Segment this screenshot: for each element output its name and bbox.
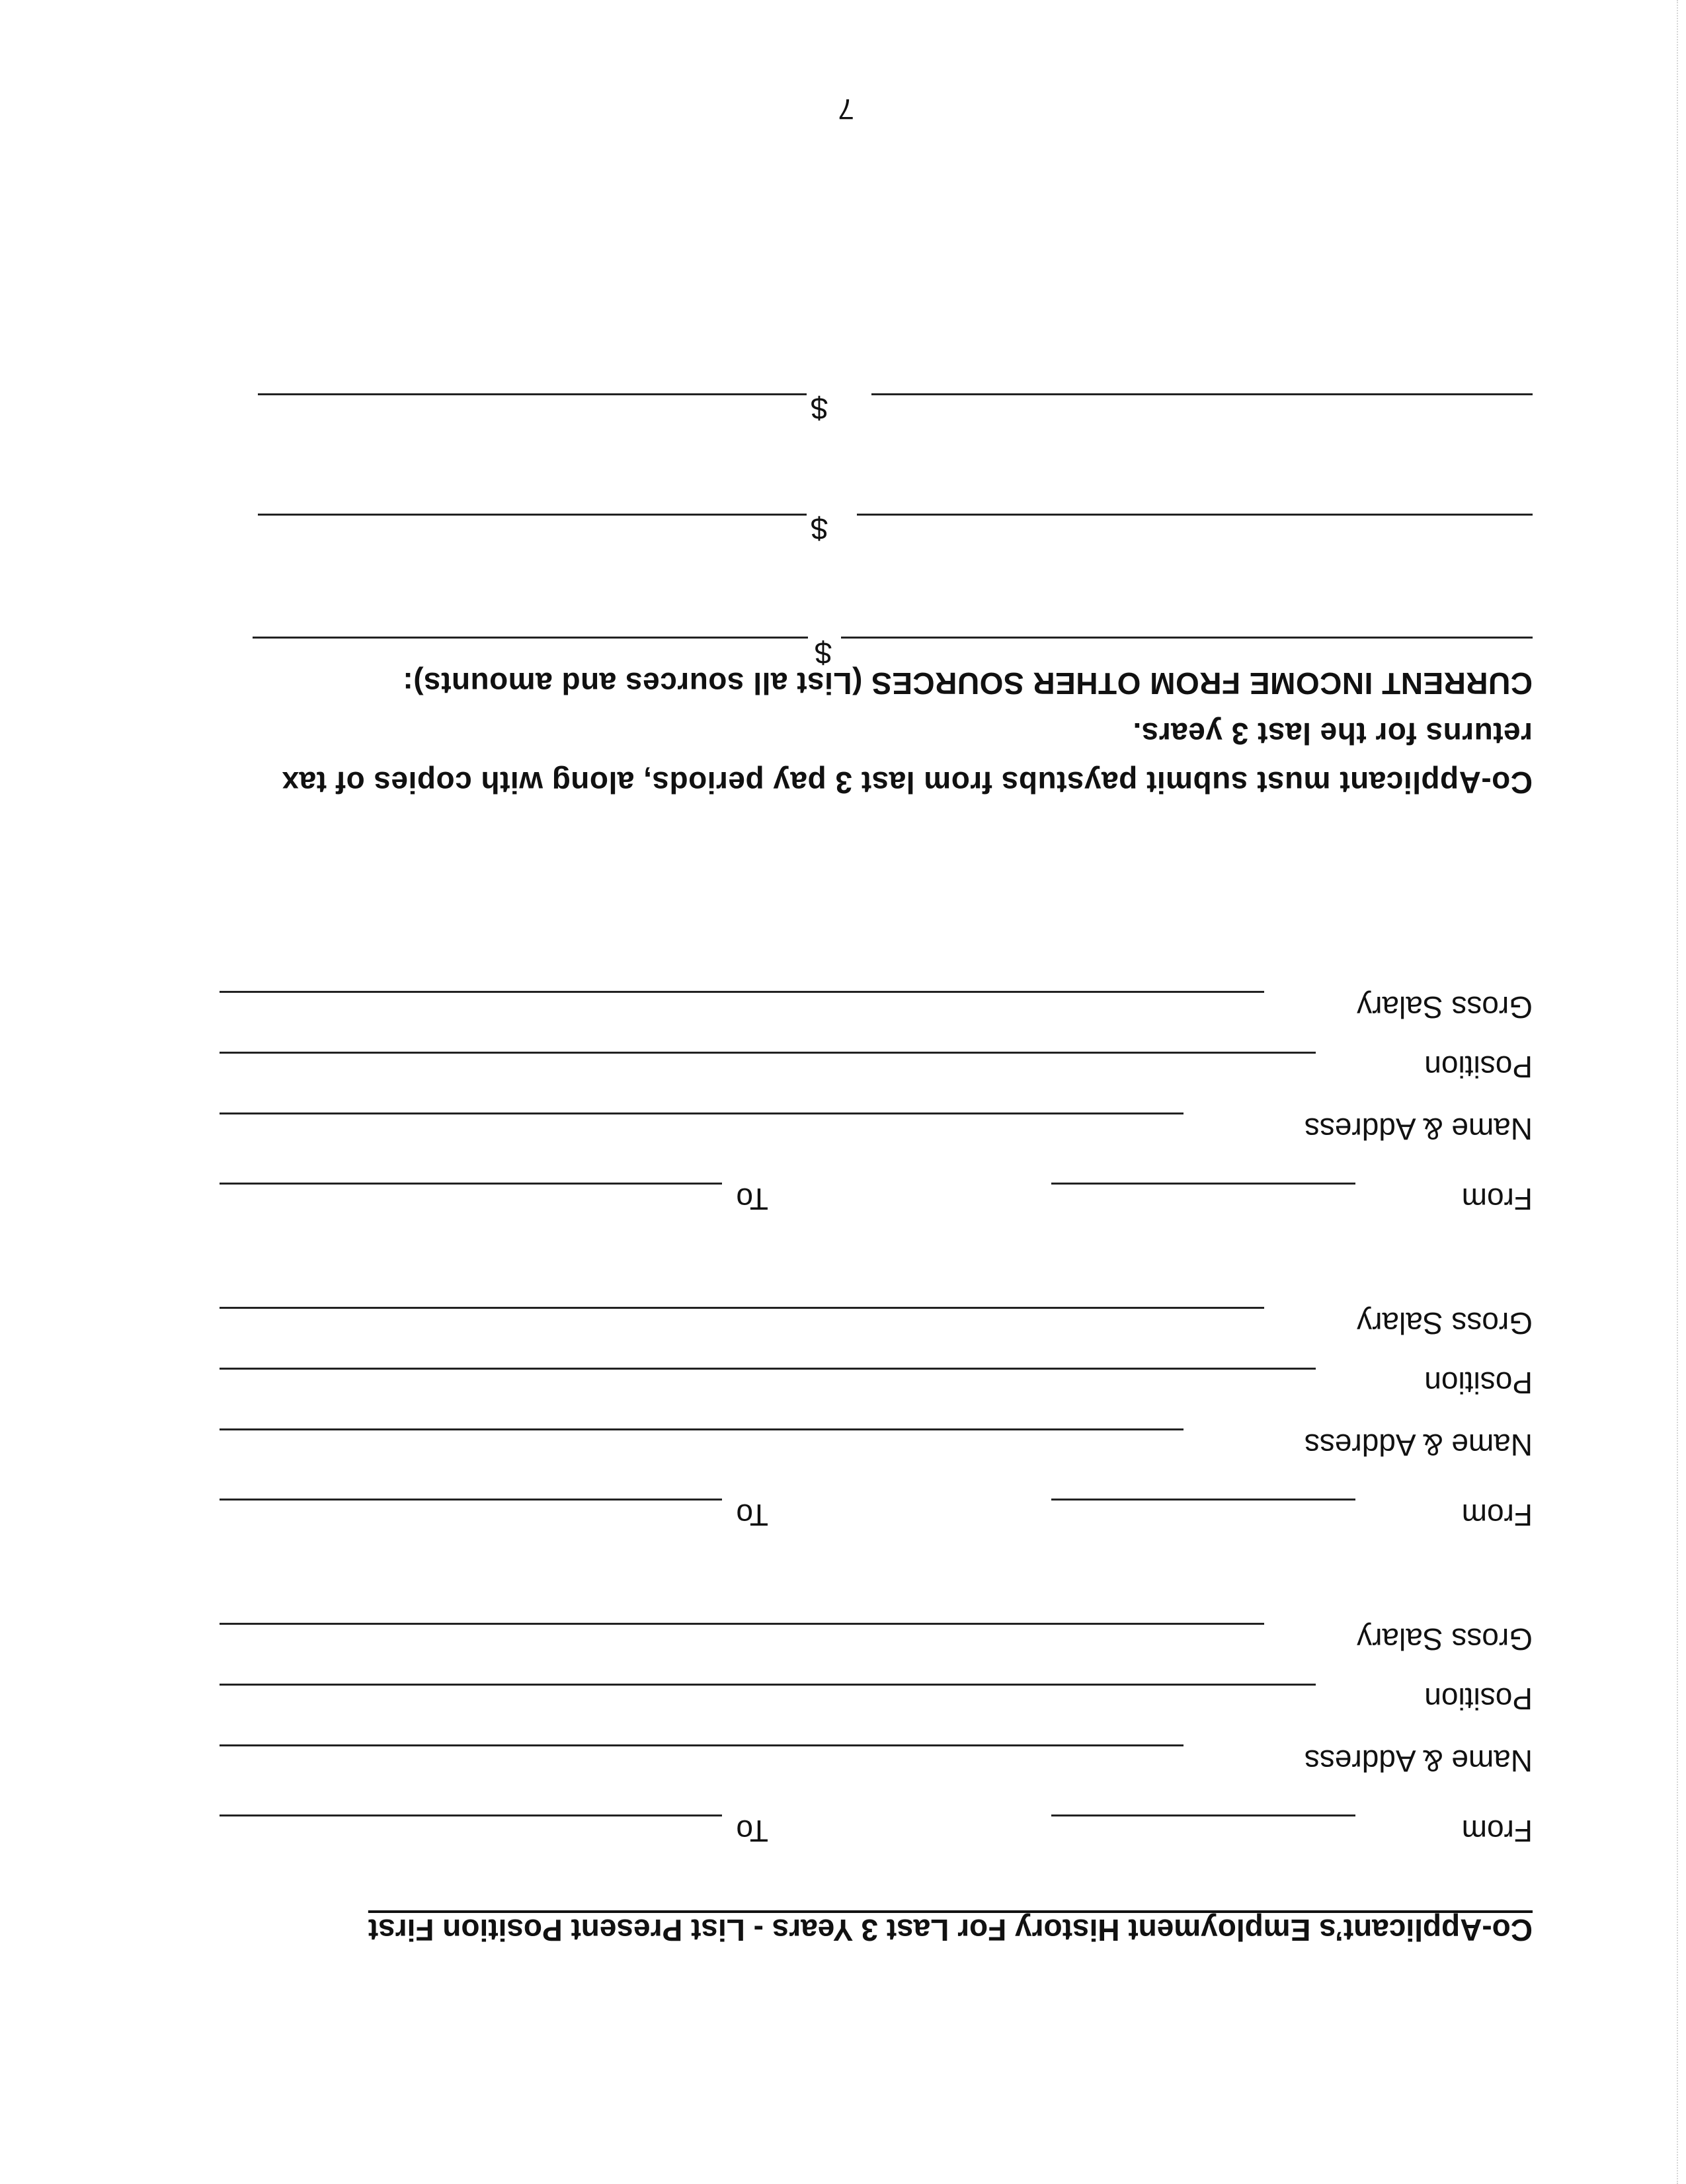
gross-salary-label: Gross Salary xyxy=(1357,1622,1533,1657)
income-amount-field[interactable] xyxy=(253,637,808,639)
paystub-notice-line2: returns for the last 3 years. xyxy=(1132,717,1533,751)
name-address-field[interactable] xyxy=(220,1428,1184,1430)
gross-salary-field[interactable] xyxy=(220,1307,1264,1309)
to-date-field[interactable] xyxy=(220,1814,722,1816)
to-label: To xyxy=(736,1814,768,1848)
income-amount-field[interactable] xyxy=(258,514,807,516)
name-address-label: Name & Address xyxy=(1304,1744,1533,1778)
position-field[interactable] xyxy=(220,1684,1316,1686)
gross-salary-label: Gross Salary xyxy=(1357,990,1533,1025)
to-date-field[interactable] xyxy=(220,1183,722,1185)
from-date-field[interactable] xyxy=(1051,1183,1355,1185)
position-field[interactable] xyxy=(220,1368,1316,1370)
income-source-field[interactable] xyxy=(857,514,1533,516)
from-label: From xyxy=(1461,1814,1533,1848)
from-date-field[interactable] xyxy=(1051,1814,1355,1816)
dollar-sign: $ xyxy=(811,391,828,426)
to-label: To xyxy=(736,1498,768,1532)
gross-salary-field[interactable] xyxy=(220,1623,1264,1625)
to-label: To xyxy=(736,1182,768,1216)
dollar-sign: $ xyxy=(811,512,828,546)
position-label: Position xyxy=(1424,1050,1533,1084)
other-income-heading: CURRENT INCOME FROM OTHER SOURCES (List all sources and amounts): xyxy=(402,666,1533,701)
position-field[interactable] xyxy=(220,1052,1316,1054)
employment-history-title: Co-Applicant’s Employment History For Last 3 Years - List Present Position First xyxy=(368,1913,1533,1947)
position-label: Position xyxy=(1424,1682,1533,1716)
name-address-label: Name & Address xyxy=(1304,1428,1533,1462)
name-address-field[interactable] xyxy=(220,1744,1184,1746)
income-source-field[interactable] xyxy=(841,637,1533,639)
from-date-field[interactable] xyxy=(1051,1499,1355,1501)
gross-salary-field[interactable] xyxy=(220,991,1264,993)
from-label: From xyxy=(1461,1498,1533,1532)
paystub-notice-line1: Co-Applicant must submit paystubs from last 3 pay periods, along with copies of tax xyxy=(282,765,1533,800)
page-number: 7 xyxy=(838,93,854,125)
position-label: Position xyxy=(1424,1366,1533,1400)
from-label: From xyxy=(1461,1182,1533,1216)
gross-salary-label: Gross Salary xyxy=(1357,1306,1533,1341)
income-amount-field[interactable] xyxy=(258,393,807,395)
to-date-field[interactable] xyxy=(220,1499,722,1501)
name-address-field[interactable] xyxy=(220,1112,1184,1114)
dollar-sign: $ xyxy=(815,636,832,670)
name-address-label: Name & Address xyxy=(1304,1112,1533,1146)
income-source-field[interactable] xyxy=(871,393,1533,395)
